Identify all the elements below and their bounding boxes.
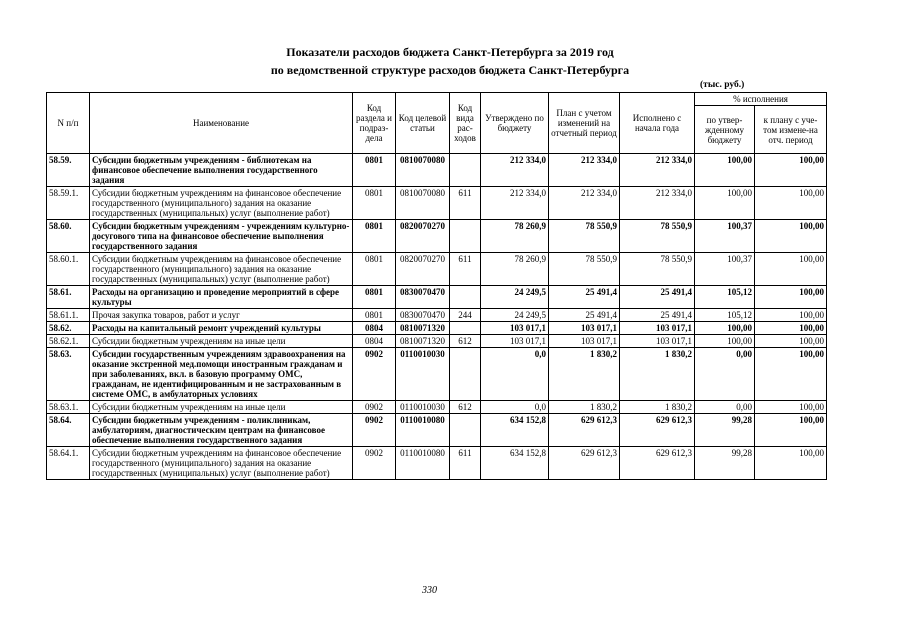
row-num: 58.60.: [47, 220, 90, 253]
header-name: Наименование: [90, 93, 353, 154]
row-target: 0830070470: [396, 286, 450, 309]
row-name: Субсидии бюджетным учреждениям - учреждениям культурно-досугового типа на финансовое обеспечение выполнения государственного задания: [90, 220, 353, 253]
row-approved: 212 334,0: [481, 187, 549, 220]
row-section: 0801: [353, 309, 396, 322]
row-target: 0810071320: [396, 335, 450, 348]
row-type: 611: [450, 253, 481, 286]
row-pct-approved: 100,37: [695, 220, 755, 253]
row-executed: 629 612,3: [620, 447, 695, 480]
row-type: 611: [450, 447, 481, 480]
row-executed: 629 612,3: [620, 414, 695, 447]
row-type: 612: [450, 335, 481, 348]
row-type: 611: [450, 187, 481, 220]
row-target: 0110010080: [396, 447, 450, 480]
table-row: [47, 401, 827, 414]
row-plan: 629 612,3: [549, 414, 620, 447]
header-target: Код целевой статьи: [396, 93, 450, 154]
row-pct-plan: 100,00: [755, 401, 827, 414]
table-row: [47, 447, 827, 480]
row-approved: 212 334,0: [481, 154, 549, 187]
header-pct-approved: по утвер-жденному бюджету: [695, 106, 755, 154]
header-pct-plan: к плану с уче-том измене-на отч. период: [755, 106, 827, 154]
document-title-line-2: по ведомственной структуре расходов бюджета Санкт-Петербурга: [270, 63, 630, 77]
row-executed: 1 830,2: [620, 401, 695, 414]
header-section: Код раздела и подраз-дела: [353, 93, 396, 154]
row-pct-plan: 100,00: [755, 447, 827, 480]
row-target: 0110010080: [396, 414, 450, 447]
row-executed: 78 550,9: [620, 220, 695, 253]
table-row: [47, 309, 827, 322]
row-plan: 78 550,9: [549, 220, 620, 253]
row-name: Субсидии бюджетным учреждениям - поликлиникам, амбулаториям, диагностическим центрам на финансовое обеспечение выполнения государственного задания: [90, 414, 353, 447]
row-approved: 103 017,1: [481, 322, 549, 335]
row-target: 0810070080: [396, 187, 450, 220]
row-executed: 212 334,0: [620, 187, 695, 220]
row-target: 0820070270: [396, 253, 450, 286]
table-row: [47, 335, 827, 348]
row-section: 0902: [353, 447, 396, 480]
row-section: 0902: [353, 348, 396, 401]
row-approved: 78 260,9: [481, 220, 549, 253]
row-pct-approved: 105,12: [695, 286, 755, 309]
table-row: [47, 154, 827, 187]
row-type: [450, 322, 481, 335]
row-name: Субсидии бюджетным учреждениям на иные цели: [90, 335, 353, 348]
document-title-line-1: Показатели расходов бюджета Санкт-Петербурга за 2019 год: [286, 45, 614, 59]
row-type: [450, 348, 481, 401]
row-name: Субсидии бюджетным учреждениям на финансовое обеспечение государственного (муниципального) задания на оказание государственных (муниципальных) услуг (выполнение работ): [90, 187, 353, 220]
row-approved: 78 260,9: [481, 253, 549, 286]
row-target: 0830070470: [396, 309, 450, 322]
row-name: Субсидии бюджетным учреждениям на иные цели: [90, 401, 353, 414]
row-approved: 0,0: [481, 401, 549, 414]
row-pct-approved: 100,00: [695, 322, 755, 335]
row-pct-approved: 0,00: [695, 401, 755, 414]
row-num: 58.59.1.: [47, 187, 90, 220]
row-target: 0110010030: [396, 401, 450, 414]
row-pct-approved: 100,00: [695, 154, 755, 187]
row-pct-plan: 100,00: [755, 335, 827, 348]
row-pct-plan: 100,00: [755, 286, 827, 309]
row-num: 58.64.: [47, 414, 90, 447]
row-approved: 0,0: [481, 348, 549, 401]
row-name: Расходы на капитальный ремонт учреждений культуры: [90, 322, 353, 335]
row-name: Субсидии бюджетным учреждениям на финансовое обеспечение государственного (муниципального) задания на оказание государственных (муниципальных) услуг (выполнение работ): [90, 253, 353, 286]
row-name: Прочая закупка товаров, работ и услуг: [90, 309, 353, 322]
row-approved: 634 152,8: [481, 414, 549, 447]
table-body: [47, 154, 827, 480]
row-pct-plan: 100,00: [755, 309, 827, 322]
page-number: 330: [422, 585, 437, 596]
row-plan: 25 491,4: [549, 309, 620, 322]
row-num: 58.62.: [47, 322, 90, 335]
row-target: 0820070270: [396, 220, 450, 253]
row-pct-plan: 100,00: [755, 187, 827, 220]
row-executed: 25 491,4: [620, 309, 695, 322]
header-type: Код вида рас-ходов: [450, 93, 481, 154]
row-pct-approved: 0,00: [695, 348, 755, 401]
row-type: [450, 414, 481, 447]
table-row: [47, 286, 827, 309]
row-section: 0804: [353, 335, 396, 348]
row-plan: 1 830,2: [549, 348, 620, 401]
row-target: 0810070080: [396, 154, 450, 187]
table-row: [47, 187, 827, 220]
row-num: 58.63.1.: [47, 401, 90, 414]
row-section: 0801: [353, 253, 396, 286]
row-pct-approved: 99,28: [695, 447, 755, 480]
row-plan: 103 017,1: [549, 322, 620, 335]
row-section: 0902: [353, 401, 396, 414]
row-pct-plan: 100,00: [755, 154, 827, 187]
row-name: Субсидии бюджетным учреждениям на финансовое обеспечение государственного (муниципального) задания на оказание государственных (муниципальных) услуг (выполнение работ): [90, 447, 353, 480]
row-executed: 103 017,1: [620, 322, 695, 335]
row-type: [450, 154, 481, 187]
row-plan: 103 017,1: [549, 335, 620, 348]
row-num: 58.62.1.: [47, 335, 90, 348]
row-plan: 1 830,2: [549, 401, 620, 414]
header-pct-group: % исполнения: [695, 93, 827, 106]
row-name: Субсидии бюджетным учреждениям - библиотекам на финансовое обеспечение выполнения государственного задания: [90, 154, 353, 187]
row-section: 0902: [353, 414, 396, 447]
row-pct-plan: 100,00: [755, 322, 827, 335]
row-section: 0801: [353, 286, 396, 309]
row-executed: 1 830,2: [620, 348, 695, 401]
row-name: Субсидии государственным учреждениям здравоохранения на оказание экстренной мед.помощи иностранным гражданам и при заболеваниях, вкл. в базовую программу ОМС, гражданам, не идентифицированным и не застрахованным в системе ОМС, в амбулаторных условиях: [90, 348, 353, 401]
row-num: 58.60.1.: [47, 253, 90, 286]
row-pct-approved: 100,00: [695, 187, 755, 220]
row-type: 244: [450, 309, 481, 322]
header-approved: Утверждено по бюджету: [481, 93, 549, 154]
row-plan: 212 334,0: [549, 154, 620, 187]
row-plan: 78 550,9: [549, 253, 620, 286]
table-row: [47, 414, 827, 447]
row-executed: 212 334,0: [620, 154, 695, 187]
row-executed: 78 550,9: [620, 253, 695, 286]
row-section: 0801: [353, 220, 396, 253]
row-section: 0804: [353, 322, 396, 335]
row-pct-plan: 100,00: [755, 253, 827, 286]
row-approved: 634 152,8: [481, 447, 549, 480]
table-row: [47, 322, 827, 335]
row-pct-approved: 100,37: [695, 253, 755, 286]
row-section: 0801: [353, 154, 396, 187]
row-num: 58.61.: [47, 286, 90, 309]
row-num: 58.63.: [47, 348, 90, 401]
row-plan: 629 612,3: [549, 447, 620, 480]
header-executed: Исполнено с начала года: [620, 93, 695, 154]
row-pct-approved: 105,12: [695, 309, 755, 322]
table-row: [47, 348, 827, 401]
row-plan: 212 334,0: [549, 187, 620, 220]
header-num: N п/п: [47, 93, 90, 154]
row-pct-plan: 100,00: [755, 220, 827, 253]
row-type: [450, 220, 481, 253]
row-target: 0110010030: [396, 348, 450, 401]
row-executed: 103 017,1: [620, 335, 695, 348]
row-executed: 25 491,4: [620, 286, 695, 309]
row-target: 0810071320: [396, 322, 450, 335]
row-name: Расходы на организацию и проведение мероприятий в сфере культуры: [90, 286, 353, 309]
row-num: 58.64.1.: [47, 447, 90, 480]
units-label: (тыс. руб.): [700, 80, 745, 90]
row-plan: 25 491,4: [549, 286, 620, 309]
row-section: 0801: [353, 187, 396, 220]
row-pct-approved: 100,00: [695, 335, 755, 348]
row-type: [450, 286, 481, 309]
table-row: [47, 220, 827, 253]
expenditure-table: [46, 92, 827, 480]
row-pct-approved: 99,28: [695, 414, 755, 447]
row-approved: 103 017,1: [481, 335, 549, 348]
row-pct-plan: 100,00: [755, 414, 827, 447]
row-num: 58.61.1.: [47, 309, 90, 322]
row-approved: 24 249,5: [481, 309, 549, 322]
row-type: 612: [450, 401, 481, 414]
row-num: 58.59.: [47, 154, 90, 187]
row-pct-plan: 100,00: [755, 348, 827, 401]
row-approved: 24 249,5: [481, 286, 549, 309]
header-plan: План с учетом изменений на отчетный период: [549, 93, 620, 154]
table-row: [47, 253, 827, 286]
